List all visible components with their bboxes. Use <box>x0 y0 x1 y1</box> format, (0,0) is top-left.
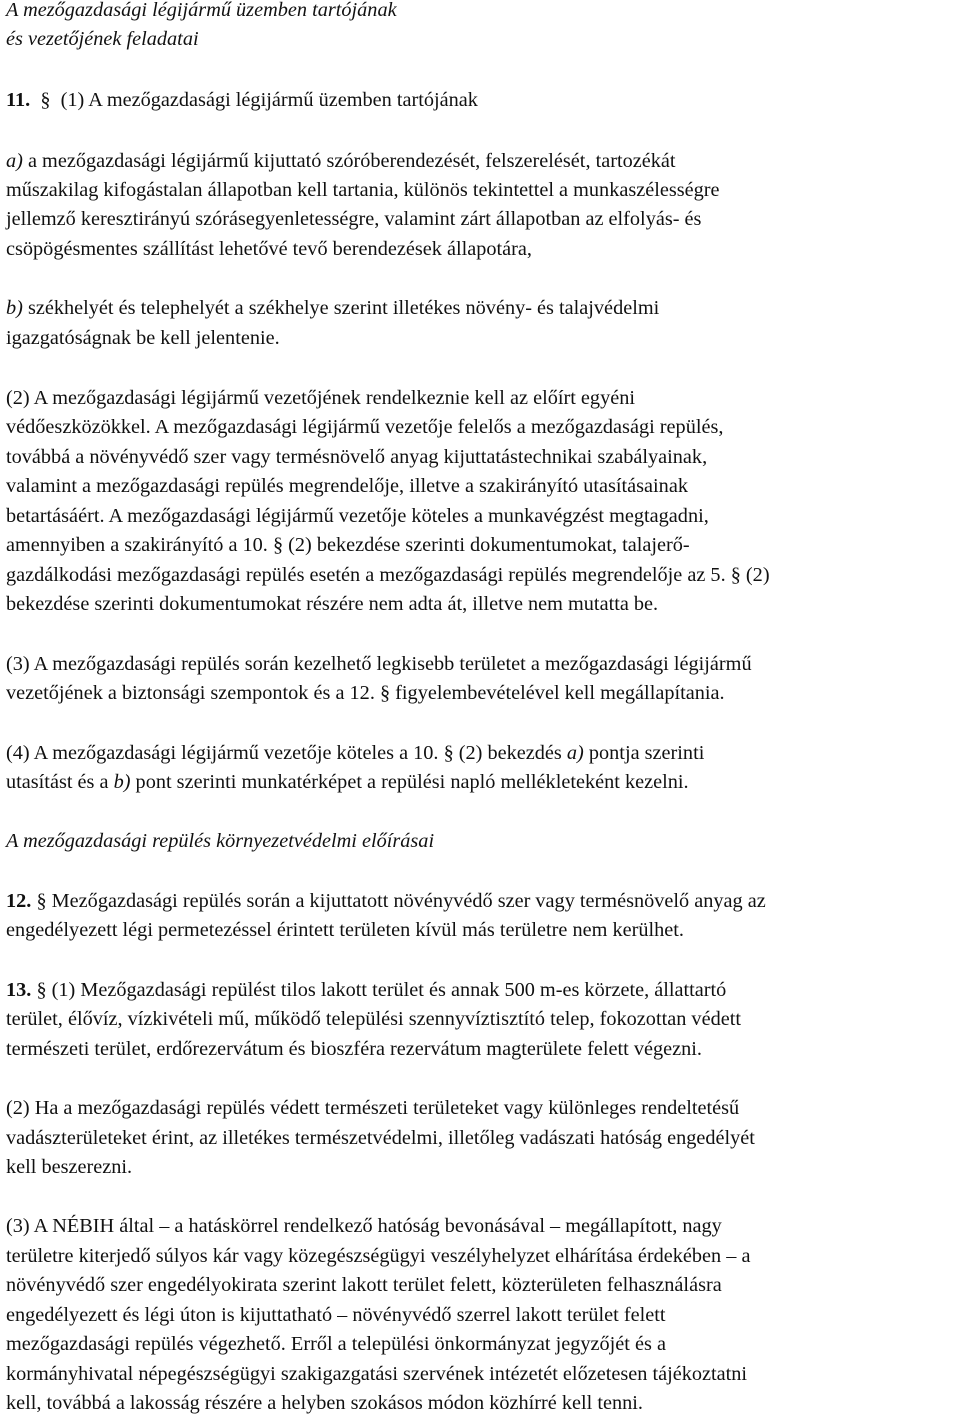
paragraph-text: pont szerinti munkatérképet a repülési napló mellékleteként kezelni. <box>130 771 689 793</box>
paragraph-text: székhelyét és telephelyét a székhelye szerint illetékes növény- és talajvédelmi <box>22 297 660 319</box>
para-13-3-line-7 <box>6 1389 643 1419</box>
paragraph-text: betartásáért. A mezőgazdasági légijármű vezetője köteles a munkavégzést megtagadni, <box>6 505 709 527</box>
point-a-line-3 <box>6 205 701 235</box>
paragraph-text: gazdálkodási mezőgazdasági repülés esetén a mezőgazdasági repülés megrendelője az 5. § (2) <box>6 564 770 586</box>
section-number: 12. <box>6 890 32 912</box>
paragraph-text: terület, élővíz, vízkivételi mű, működő települési szennyvíztisztító telep, fokozottan védett <box>6 1008 741 1030</box>
paragraph-text: amennyiben a szakirányító a 10. § (2) bekezdése szerinti dokumentumokat, talajerő- <box>6 534 690 556</box>
paragraph-text: igazgatóságnak be kell jelentenie. <box>6 327 280 349</box>
para-11-4-line-1 <box>6 739 704 769</box>
paragraph-text: növényvédő szer engedélyokirata szerint lakott terület felett, közterületen felhasználásra <box>6 1274 722 1296</box>
para-13-3-line-6 <box>6 1360 747 1390</box>
paragraph-text: kell, továbbá a lakosság részére a helyben szokásos módon közhírré kell tenni. <box>6 1392 643 1414</box>
heading-line: A mezőgazdasági légijármű üzemben tartójának <box>6 0 397 21</box>
para-11-2-line-4 <box>6 472 688 502</box>
section-12-line-1 <box>6 887 766 917</box>
paragraph-text: vadászterületeket érint, az illetékes természetvédelmi, illetőleg vadászati hatóság engedélyét <box>6 1127 755 1149</box>
para-11-4-line-2 <box>6 768 689 798</box>
paragraph-text: (1) Mezőgazdasági repülést tilos lakott terület és annak 500 m-es körzete, állattartó <box>46 979 727 1001</box>
paragraph-text: védőeszközökkel. A mezőgazdasági légijármű vezetője felelős a mezőgazdasági repülés, <box>6 416 724 438</box>
paragraph-text: műszakilag kifogástalan állapotban kell tartania, különös tekintettel a munkaszélességre <box>6 179 720 201</box>
point-marker-b: b) <box>6 297 23 319</box>
section-12-line-2 <box>6 916 684 946</box>
para-11-2-line-7 <box>6 561 770 591</box>
para-13-3-line-1 <box>6 1212 722 1242</box>
paragraph-text: pontja szerinti <box>583 742 705 764</box>
paragraph-text: utasítást és a <box>6 771 114 793</box>
paragraph-text: engedélyezett és légi úton is kijuttatható – növényvédő szerrel lakott terület felett <box>6 1304 666 1326</box>
paragraph-text: (1) A mezőgazdasági légijármű üzemben tartójának <box>60 89 478 111</box>
section-13-line-2 <box>6 1005 741 1035</box>
paragraph-text: a mezőgazdasági légijármű kijuttató szóróberendezését, felszerelését, tartozékát <box>22 150 676 172</box>
paragraph-text: vezetőjének a biztonsági szempontok és a 12. § figyelembevételével kell megállapítania. <box>6 682 725 704</box>
heading-line: A mezőgazdasági repülés környezetvédelmi előírásai <box>6 830 435 852</box>
point-b-line-1 <box>6 294 659 324</box>
point-a-line-2 <box>6 176 720 206</box>
paragraph-text: Mezőgazdasági repülés során a kijuttatott növényvédő szer vagy termésnövelő anyag az <box>46 890 766 912</box>
para-13-3-line-3 <box>6 1271 722 1301</box>
paragraph-text: mezőgazdasági repülés végezhető. Erről a települési önkormányzat jegyzőjét és a <box>6 1333 666 1355</box>
paragraph-text: valamint a mezőgazdasági repülés megrendelője, illetve a szakirányító utasításainak <box>6 475 688 497</box>
para-11-2-line-8 <box>6 590 658 620</box>
point-a-line-1 <box>6 147 676 177</box>
point-ref-a: a) <box>566 742 584 764</box>
para-11-2-line-2 <box>6 413 723 443</box>
paragraph-text: továbbá a növényvédő szer vagy termésnövelő anyag kijuttatástechnikai szabályainak, <box>6 446 708 468</box>
section-number: 13. <box>6 979 32 1001</box>
section-heading-2 <box>6 827 434 857</box>
para-13-2-line-2 <box>6 1124 755 1154</box>
para-11-2-line-6 <box>6 531 690 561</box>
paragraph-text: (4) A mezőgazdasági légijármű vezetője köteles a 10. § (2) bekezdés <box>6 742 567 764</box>
paragraph-text: kell beszerezni. <box>6 1156 133 1178</box>
section-symbol: § <box>40 89 51 111</box>
section-symbol: § <box>36 890 47 912</box>
paragraph-text: engedélyezett légi permetezéssel érintett területen kívül más területre nem kerülhet. <box>6 919 684 941</box>
paragraph-text: (2) A mezőgazdasági légijármű vezetőjének rendelkeznie kell az előírt egyéni <box>6 387 635 409</box>
para-13-2-line-3 <box>6 1153 132 1183</box>
paragraph-text: csöpögésmentes szállítást lehetővé tevő berendezések állapotára, <box>6 238 532 260</box>
point-ref-b: b) <box>113 771 131 793</box>
section-symbol: § <box>36 979 47 1001</box>
para-11-3-line-1 <box>6 650 752 680</box>
para-13-3-line-5 <box>6 1330 666 1360</box>
paragraph-text: (3) A mezőgazdasági repülés során kezelhető legkisebb területet a mezőgazdasági légijármű <box>6 653 752 675</box>
paragraph-text: kormányhivatal népegészségügyi szakigazgatási szervének intézetét előzetesen tájékoztatni <box>6 1363 748 1385</box>
section-13-line-3 <box>6 1035 702 1065</box>
heading-line: és vezetőjének feladatai <box>6 28 199 50</box>
paragraph-text: (2) Ha a mezőgazdasági repülés védett természeti területeket vagy különleges rendeltetésű <box>6 1097 740 1119</box>
section-number: 11. <box>6 89 31 111</box>
para-11-2-line-1 <box>6 384 635 414</box>
point-a-line-4 <box>6 235 532 265</box>
paragraph-text: (3) A NÉBIH által – a hatáskörrel rendelkező hatóság bevonásával – megállapított, nagy <box>6 1215 722 1237</box>
paragraph-text: bekezdése szerinti dokumentumokat részére nem adta át, illetve nem mutatta be. <box>6 593 659 615</box>
para-13-2-line-1 <box>6 1094 739 1124</box>
para-13-3-line-2 <box>6 1242 750 1272</box>
para-13-3-line-4 <box>6 1301 665 1331</box>
para-11-2-line-3 <box>6 443 707 473</box>
paragraph-text: jellemző keresztirányú szórásegyenletességre, valamint zárt állapotban az elfolyás- és <box>6 208 702 230</box>
paragraph-text: területre kiterjedő súlyos kár vagy közegészségügyi veszélyhelyzet elhárítása érdekében – a <box>6 1245 751 1267</box>
para-11-3-line-2 <box>6 679 725 709</box>
section-13-line-1 <box>6 976 726 1006</box>
para-11-2-line-5 <box>6 502 709 532</box>
point-marker-a: a) <box>6 150 23 172</box>
section-11-intro <box>6 86 478 116</box>
paragraph-text: természeti terület, erdőrezervátum és bioszféra rezervátum magterülete felett végezni. <box>6 1038 702 1060</box>
section-heading-1 <box>6 0 397 26</box>
point-b-line-2 <box>6 324 280 354</box>
section-heading-1-cont <box>6 25 199 55</box>
